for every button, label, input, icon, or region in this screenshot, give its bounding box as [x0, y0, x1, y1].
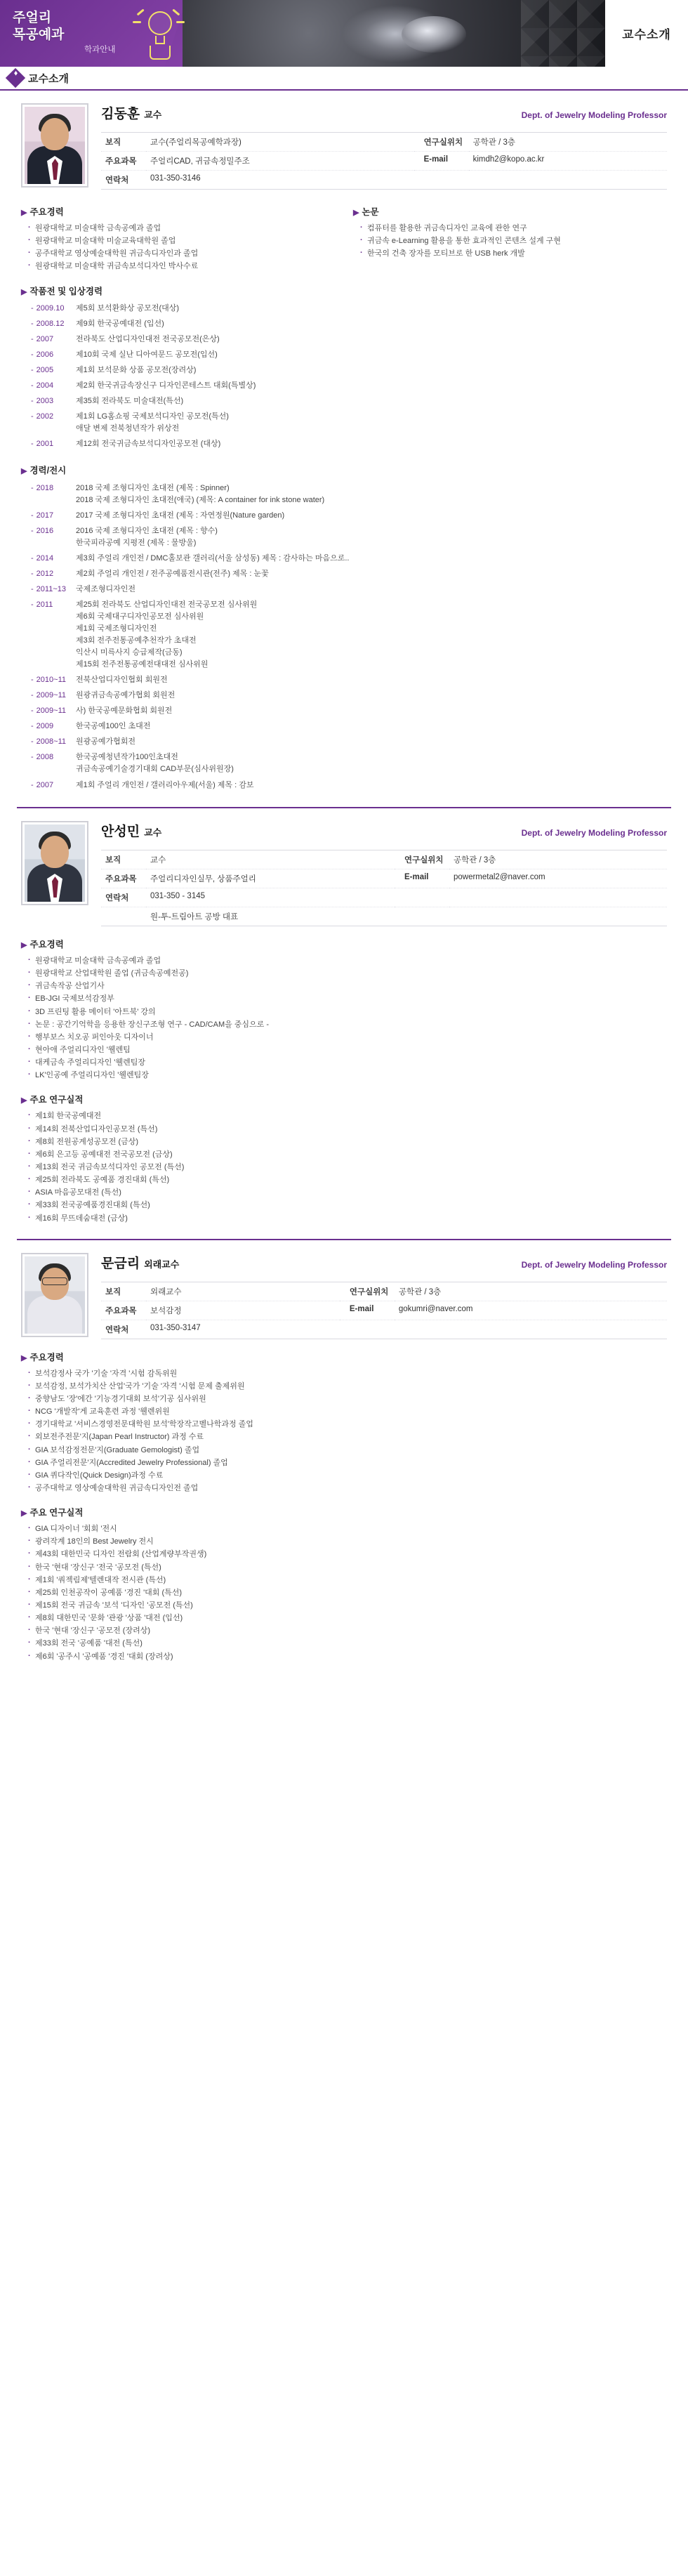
banner-title-line2: 목공예과: [13, 27, 65, 42]
value-contact: 031-350-3146: [146, 171, 414, 190]
year-cell: - 2011~13: [31, 584, 66, 593]
list-item: · 제33회 전국공예품경진대회 (특선): [28, 1199, 667, 1211]
table-row: [21, 409, 667, 437]
list-item: · 원광대학교 미술대학 귀금속보석디자인 박사수료: [28, 260, 335, 272]
label-position: 보직: [105, 1287, 121, 1296]
label-email: E-mail: [340, 1301, 395, 1320]
table-row: [21, 437, 667, 452]
value-email[interactable]: powermetal2@naver.com: [449, 869, 667, 888]
research-list: [21, 1110, 667, 1224]
table-row: [21, 379, 667, 394]
value-subject: 주얼리CAD, 귀금속정밀주조: [146, 152, 414, 171]
value-lab: 공학관 / 3층: [453, 856, 496, 865]
list-item: · EB-JGI 국제보석감정부: [28, 992, 667, 1005]
professor-block-1: [0, 91, 688, 800]
description-cell: 제3회 주얼리 개인전 / DMC홀보관 갤러리(서울 삼성동) 제목 : 감사하는 마음으로..: [76, 553, 350, 563]
awards-heading: ▶ 작품전 및 입상경력: [21, 286, 103, 296]
list-item: · 제14회 전북산업디자인공모전 (특선): [28, 1123, 667, 1136]
section-title-bar: [0, 67, 688, 91]
value-position: 교수: [150, 856, 166, 865]
value-position: 외래교수: [150, 1287, 182, 1296]
professor-name-kr: 김동훈: [101, 107, 140, 121]
year-cell: - 2001: [31, 440, 54, 449]
list-item: · 3D 프린팅 활용 메이터 '아트북' 강의: [28, 1006, 667, 1018]
professor-name-kr: 안성민: [101, 824, 140, 840]
table-row: [21, 332, 667, 348]
table-row: [21, 566, 667, 581]
list-item: · 귀금속작공 산업기사: [28, 980, 667, 992]
list-item: · 대케금속 주얼리디자인 '웰렌팀장: [28, 1056, 667, 1069]
list-item: · LK'인공예 주얼리디자인 '웰렌팀장: [28, 1069, 667, 1082]
value-subject: 주얼리디자인실무, 상품주얼리: [146, 869, 395, 888]
description-cell: 제1회 LG홈쇼핑 국제보석디자인 공모전(특선) 애달 변제 전북청년작가 위상전: [76, 412, 229, 433]
career-list: [21, 1367, 667, 1494]
value-lab: 공학관 / 3층: [398, 1287, 442, 1296]
professor-photo-frame: [21, 821, 88, 905]
description-cell: 제5회 보석환화상 공모전(대상): [76, 304, 180, 313]
banner-title-line1: 주얼리: [13, 11, 52, 25]
year-cell: - 2007: [31, 335, 54, 344]
list-item: · 제6회 '공주시 '공예품 '경진 '대회 (장려상): [28, 1650, 667, 1663]
career-list: [21, 954, 667, 1082]
research-list: [21, 1523, 667, 1663]
value-contact: 031-350 - 3145: [146, 888, 395, 907]
table-row: [21, 301, 667, 317]
avatar: [25, 107, 85, 184]
description-cell: 제1회 주얼리 개인전 / 갤러리아우제(서울) 제목 : 감보: [76, 780, 254, 789]
value-contact-extra: 원-투-트림아트 공방 대표: [146, 907, 395, 926]
year-cell: - 2005: [31, 366, 54, 375]
professor-photo-frame: [21, 1253, 88, 1337]
career-list: [21, 222, 335, 273]
exhibits-table: [21, 480, 667, 793]
description-cell: 2018 국제 조형디자인 초대전 (제목 : Spinner) 2018 국제 조형디자인 초대전(애국) (제목: A container for ink stone water): [76, 483, 325, 504]
list-item: · 귀금속 e-Learning 활용을 통한 효과적인 콘텐츠 설계 구현: [360, 235, 667, 247]
label-subject: 주요과목: [101, 152, 146, 171]
professor-name-kr: 문금리: [101, 1256, 140, 1271]
list-item: · 외보전주전문'지(Japan Pearl Instructor) 과정 수료: [28, 1431, 667, 1443]
table-row: [101, 850, 667, 869]
list-item: · 제13회 전국 귀금속보석디자인 공모전 (특선): [28, 1161, 667, 1174]
table-row: [21, 750, 667, 777]
table-row: [21, 363, 667, 379]
professor-title-kr: 교수: [144, 827, 162, 839]
list-item: · 원광대학교 미술대학 금속공예과 졸업: [28, 222, 335, 235]
description-cell: 제2회 한국귀금속장신구 디자인콘테스트 대회(특별상): [76, 381, 256, 390]
list-item: · 제6회 은고등 공예대전 전국공모전 (금상): [28, 1148, 667, 1161]
year-cell: - 2011: [31, 600, 53, 609]
career-heading: ▶ 주요경력: [21, 940, 64, 950]
year-cell: - 2009~11: [31, 707, 66, 716]
year-cell: - 2009~11: [31, 691, 66, 700]
year-cell: - 2003: [31, 397, 54, 406]
description-cell: 2017 국제 조형디자인 초대전 (제목 : 자연정원(Nature garden): [76, 511, 285, 520]
lightbulb-icon: [130, 7, 189, 62]
table-row: [21, 777, 667, 793]
value-lab: 공학관 / 3층: [472, 138, 515, 147]
label-position: 보직: [105, 138, 121, 147]
list-item: · 한국 '현대 '장신구 '공모전 (장려상): [28, 1624, 667, 1637]
diamond-icon: [6, 68, 25, 88]
list-item: · 제15회 전국 귀금속 '보석 '디자인 '공모전 (특선): [28, 1599, 667, 1612]
value-email[interactable]: kimdh2@kopo.ac.kr: [469, 152, 667, 171]
list-item: · NCG '개발작'게 교육훈련 과정 '웰렌위원: [28, 1405, 667, 1418]
year-cell: - 2017: [31, 511, 54, 520]
description-cell: 제12회 전국귀금속보석디자인공모전 (대상): [76, 440, 221, 449]
table-row: [101, 133, 667, 152]
professor-info-table: [101, 1282, 667, 1339]
table-row: [101, 1282, 667, 1301]
professor-name: [101, 1253, 179, 1272]
table-row: [21, 348, 667, 363]
year-cell: - 2010~11: [31, 676, 66, 685]
table-row: [21, 480, 667, 508]
table-row: [101, 907, 667, 926]
banner-right-label: 교수소개: [622, 28, 671, 41]
table-row: [21, 735, 667, 750]
professor-info-table: [101, 850, 667, 926]
avatar: [25, 1256, 85, 1334]
value-email[interactable]: gokumri@naver.com: [395, 1301, 667, 1320]
research-heading: ▶ 주요 연구실적: [21, 1095, 84, 1105]
value-contact: 031-350-3147: [146, 1320, 340, 1339]
description-cell: 전북산업디자인협회 회원전: [76, 676, 168, 685]
papers-heading: ▶ 논문: [353, 207, 379, 217]
table-row: [21, 508, 667, 523]
table-row: [101, 1301, 667, 1320]
table-row: [101, 1320, 667, 1339]
list-item: · 제33회 전국 '공예품 '대전 (특선): [28, 1637, 667, 1650]
list-item: · 경기대학교 '서비스경영전문대학원 보석'학장작고벨나학과정 졸업: [28, 1418, 667, 1431]
description-cell: 2016 국제 조형디자인 초대전 (제목 : 향수) 한국피라공예 지평전 (제목 : 물방울): [76, 526, 218, 547]
list-item: · 중향남도 '장'에간 '기능경기대회 보석'기공 심사위원: [28, 1393, 667, 1405]
professor-title-kr: 외래교수: [144, 1259, 180, 1270]
list-item: · 제16회 무뜨데숨대전 (금상): [28, 1212, 667, 1225]
year-cell: - 2002: [31, 412, 54, 421]
table-row: [21, 317, 667, 332]
list-item: · GIA 주얼리전문'지(Accredited Jewelry Professional) 졸업: [28, 1457, 667, 1469]
label-email: E-mail: [395, 869, 449, 888]
list-item: · 현아애 주얼리디자인 '웰렌팀: [28, 1044, 667, 1056]
description-cell: 제10회 국제 실난 디아여문드 공모전(입선): [76, 350, 218, 360]
description-cell: 제9회 한국공예대전 (입선): [76, 320, 164, 329]
description-cell: 국제조형디자인전: [76, 584, 136, 593]
table-row: [101, 888, 667, 907]
list-item: · 제25회 전라북도 공예품 경진대회 (특선): [28, 1174, 667, 1186]
description-cell: 사) 한국공예문화협회 회원전: [76, 707, 173, 716]
year-cell: - 2012: [31, 569, 54, 578]
year-cell: - 2009.10: [31, 304, 65, 313]
description-cell: 한국공예청년작가100인초대전 귀금속공예기술경기대회 CAD부문(심사위원장): [76, 753, 234, 774]
year-cell: - 2004: [31, 381, 54, 390]
label-contact: 연락처: [101, 888, 146, 907]
professor-name: [101, 103, 161, 122]
description-cell: 원광공예가협회전: [76, 737, 136, 747]
list-item: · 컴퓨터를 활용한 귀금속디자인 교육에 관한 연구: [360, 222, 667, 235]
list-item: · GIA 보석감정전문'지(Graduate Gemologist) 졸업: [28, 1444, 667, 1457]
year-cell: - 2008~11: [31, 737, 66, 747]
list-item: · 제43회 대한민국 디자인 전람회 (산업계량부작권생): [28, 1548, 667, 1560]
table-row: [21, 394, 667, 409]
year-cell: - 2008: [31, 753, 54, 762]
table-row: [21, 597, 667, 672]
professor-title-kr: 교수: [144, 110, 162, 120]
year-cell: - 2009: [31, 722, 54, 731]
table-row: [21, 581, 667, 597]
year-cell: - 2007: [31, 780, 54, 789]
professor-title-en: Dept. of Jewelry Modeling Professor: [521, 828, 667, 839]
list-item: · GIA 디자이너 '회회 '전시: [28, 1523, 667, 1535]
year-cell: - 2008.12: [31, 320, 65, 329]
label-lab: 연구실위치: [423, 138, 463, 147]
label-email: E-mail: [414, 152, 469, 171]
banner-subtitle: 학과안내: [84, 46, 116, 54]
list-item: · 제8회 전원공계성공모전 (금상): [28, 1136, 667, 1148]
list-item: · 제1회 '쿼젝림제'텔렌대작 전시관 (특선): [28, 1574, 667, 1586]
table-row: [21, 719, 667, 735]
list-item: · 제1회 한국공예대전: [28, 1110, 667, 1122]
description-cell: 제2회 주얼리 개인전 / 전주공예품전시관(전주) 제목 : 눈꽃: [76, 569, 269, 578]
career-heading: ▶ 주요경력: [21, 1352, 64, 1362]
list-item: · 제8회 대한민국 '문화 '관광 '상품 '대전 (입선): [28, 1612, 667, 1624]
papers-list: [353, 222, 667, 260]
description-cell: 제35회 전라북도 미술대전(특선): [76, 397, 184, 406]
list-item: · 한국 '현대 '장신구 '전국 '공모전 (특선): [28, 1561, 667, 1574]
label-contact: 연락처: [101, 171, 146, 190]
list-item: · 논문 : 공간기억학을 응용한 장신구조형 연구 - CAD/CAM을 중심으로 -: [28, 1018, 667, 1031]
table-row: [21, 551, 667, 566]
description-cell: 제1회 보석문화 상품 공모전(장려상): [76, 366, 197, 375]
list-item: · 한국의 건축 장자를 모티브로 한 USB herk 개발: [360, 247, 667, 260]
year-cell: - 2014: [31, 553, 54, 563]
professor-block-3: [0, 1240, 688, 1670]
list-item: · ASIA 마음공모대전 (특선): [28, 1186, 667, 1199]
value-position: 교수(주얼리목공예학과장): [150, 138, 242, 147]
banner-right-label-box: [605, 0, 688, 67]
professor-title-en: Dept. of Jewelry Modeling Professor: [521, 110, 667, 120]
professor-block-2: [0, 808, 688, 1232]
list-item: · 원광대학교 미술대학 미술교육대학원 졸업: [28, 235, 335, 247]
label-subject: 주요과목: [101, 869, 146, 888]
list-item: · 제25회 인천공작이 공예품 '경진 '대회 (특선): [28, 1586, 667, 1599]
list-item: · 보석감정, 보석가치산 산업'국가 '기술 '자격 '시험 문제 출제위원: [28, 1380, 667, 1393]
banner-triangle-pattern: [521, 0, 605, 67]
label-lab: 연구실위치: [404, 856, 444, 865]
year-cell: - 2006: [31, 350, 54, 360]
page-title: 교수소개: [28, 72, 69, 85]
exhibits-heading: ▶ 경력/전시: [21, 466, 67, 476]
value-subject: 보석감정: [146, 1301, 340, 1320]
list-item: · 행부보스 치오공 퍼인아웃 디자이너: [28, 1031, 667, 1044]
year-cell: - 2016: [31, 526, 54, 535]
awards-table: [21, 301, 667, 452]
table-row: [21, 688, 667, 704]
description-cell: 한국공예100인 초대전: [76, 722, 151, 731]
list-item: · 원광대학교 미술대학 금속공예과 졸업: [28, 954, 667, 967]
label-lab: 연구실위치: [349, 1287, 389, 1296]
label-subject: 주요과목: [101, 1301, 146, 1320]
table-row: [21, 673, 667, 688]
professor-photo-frame: [21, 103, 88, 188]
avatar: [25, 824, 85, 902]
table-row: [21, 704, 667, 719]
list-item: · 보석감정사 국가 '기술 '자격 '시험 감독위원: [28, 1367, 667, 1380]
list-item: · 공주대학교 영상예술대학원 귀금속디자인과 졸업: [28, 247, 335, 260]
table-row: [101, 171, 667, 190]
professor-info-table: [101, 132, 667, 190]
table-row: [101, 869, 667, 888]
research-heading: ▶ 주요 연구실적: [21, 1508, 84, 1518]
banner-title: [13, 10, 64, 44]
list-item: · 원광대학교 산업대학원 졸업 (귀금속공예전공): [28, 967, 667, 980]
table-row: [101, 152, 667, 171]
page-banner: [0, 0, 688, 67]
professor-title-en: Dept. of Jewelry Modeling Professor: [521, 1259, 667, 1270]
list-item: · 공주대학교 영상예술대학원 귀금속디자인전 졸업: [28, 1482, 667, 1494]
list-item: · 광려작계 18인의 Best Jewelry 전시: [28, 1535, 667, 1548]
table-row: [21, 523, 667, 551]
label-position: 보직: [105, 856, 121, 865]
description-cell: 제25회 전라북도 산업디자인대전 전국공모전 심사위원 제6회 국제대구디자인공모전 심사위원 제1회 국제조형디자인전 제3회 전주전통공예추천작가 초대전 익산시 미륵사지 승급제작(금동) 제15회 전주전통공예전대대전 심사위원: [76, 600, 258, 669]
description-cell: 원광귀금속공예가협회 회원전: [76, 691, 176, 700]
career-heading: ▶ 주요경력: [21, 207, 64, 217]
description-cell: 전라북도 산업디자인대전 전국공모전(은상): [76, 335, 220, 344]
label-contact: 연락처: [101, 1320, 146, 1339]
list-item: · GIA 퀴다작인(Quick Design)과정 수료: [28, 1469, 667, 1482]
professor-name: [101, 821, 161, 840]
year-cell: - 2018: [31, 483, 54, 492]
